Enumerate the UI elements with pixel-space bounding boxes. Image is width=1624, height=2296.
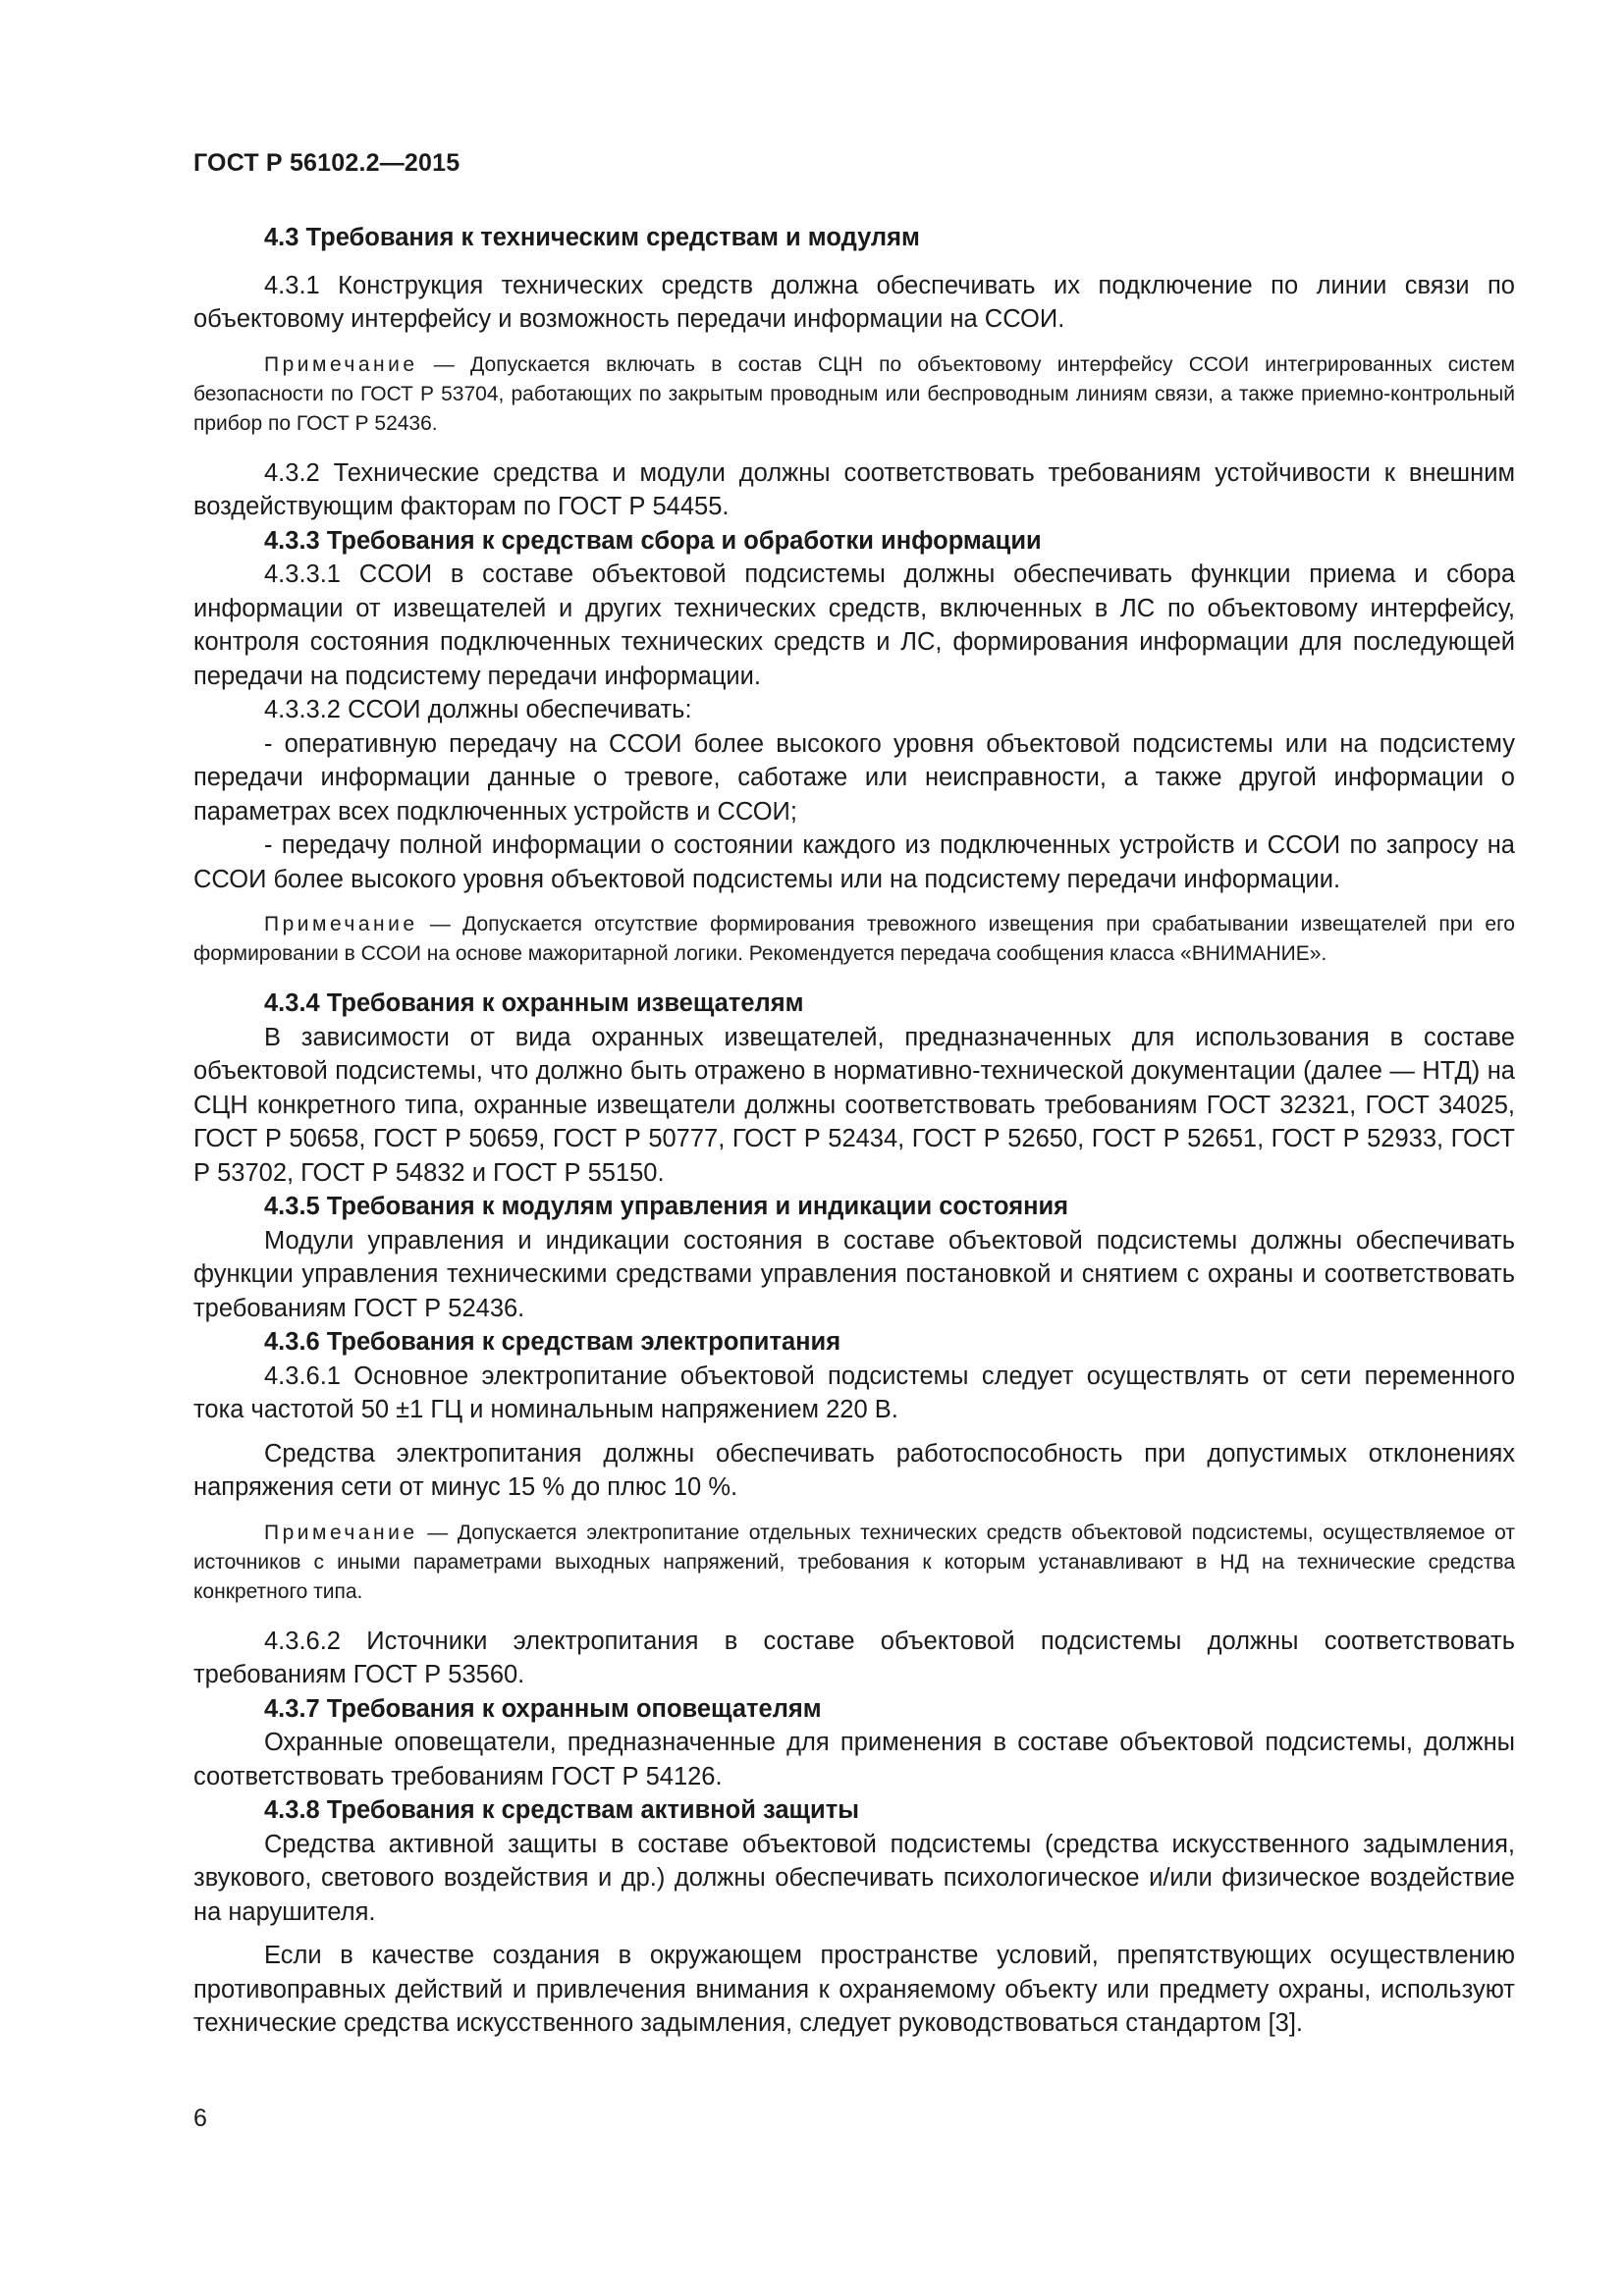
paragraph-4-3-8-1: Средства активной защиты в составе объектовой подсистемы (средства искусственного задымления, звукового, светового воздействия и др.) должны обеспечивать психологическое и/или физическое воздействие на нарушителя. xyxy=(193,1830,1515,1926)
section-heading-4-3: 4.3 Требования к техническим средствам и модулям xyxy=(264,224,920,251)
paragraph-4-3-8-2: Если в качестве создания в окружающем пространстве условий, препятствующих осуществлению противоправных действий и привлечения внимания к охраняемому объекту или предмету охраны, используют технические средства искусственного задымления, следует руководствоваться стандартом [3]. xyxy=(193,1942,1515,2037)
note-3 xyxy=(193,1519,1515,1607)
paragraph-4-3-4: В зависимости от вида охранных извещателей, предназначенных для использования в составе объектовой подсистемы, что должно быть отражено в нормативно-технической документации (далее — НТД) на СЦН конкретного типа, охранные извещатели должны соответствовать требованиям ГОСТ 32321, ГОСТ 34025, ГОСТ Р 50658, ГОСТ Р 50659, ГОСТ Р 50777, ГОСТ Р 52434, ГОСТ Р 52650, ГОСТ Р 52651, ГОСТ Р 52933, ГОСТ Р 53702, ГОСТ Р 54832 и ГОСТ Р 55150. xyxy=(193,1023,1515,1187)
paragraph-4-3-6-1: 4.3.6.1 Основное электропитание объектовой подсистемы следует осуществлять от сети переменного тока частотой 50 ±1 ГЦ и номинальным напряжением 220 В. xyxy=(193,1362,1515,1423)
section-heading-4-3-4: 4.3.4 Требования к охранным извещателям xyxy=(264,989,804,1017)
note-label: Примечание xyxy=(264,1521,418,1544)
paragraph-4-3-3-2: 4.3.3.2 ССОИ должны обеспечивать: xyxy=(264,696,692,723)
paragraph-4-3-2: 4.3.2 Технические средства и модули должны соответствовать требованиям устойчивости к внешним воздействующим факторам по ГОСТ Р 54455. xyxy=(193,458,1515,520)
list-item: - передачу полной информации о состоянии каждого из подключенных устройств и ССОИ по запросу на ССОИ более высокого уровня объектовой подсистемы или на подсистему передачи информации. xyxy=(193,831,1515,893)
paragraph-4-3-3-1: 4.3.3.1 ССОИ в составе объектовой подсистемы должны обеспечивать функции приема и сбора информации от извещателей и других технических средств, включенных в ЛС по объектовому интерфейсу, контроля состояния подключенных технических средств и ЛС, формирования информации для последующей передачи на подсистему передачи информации. xyxy=(193,561,1515,690)
section-heading-4-3-5: 4.3.5 Требования к модулям управления и индикации состояния xyxy=(264,1193,1069,1220)
paragraph-4-3-7: Охранные оповещатели, предназначенные для применения в составе объектовой подсистемы, должны соответствовать требованиям ГОСТ Р 54126. xyxy=(193,1729,1515,1790)
section-heading-4-3-7: 4.3.7 Требования к охранным оповещателям xyxy=(264,1694,822,1723)
note-label: Примечание xyxy=(264,913,418,935)
note-2 xyxy=(193,910,1515,969)
note-text: — Допускается включать в состав СЦН по объектовому интерфейсу ССОИ интегрированных систем безопасности по ГОСТ Р 53704, работающих по закрытым проводным или беспроводным линиям связи, а также приемно-контрольный прибор по ГОСТ Р 52436. xyxy=(193,352,1515,435)
section-heading-4-3-3: 4.3.3 Требования к средствам сбора и обработки информации xyxy=(264,526,1042,555)
section-heading-4-3-6: 4.3.6 Требования к средствам электропитания xyxy=(264,1328,841,1356)
note-text: — Допускается отсутствие формирования тревожного извещения при срабатывании извещателей при его формировании в ССОИ на основе мажоритарной логики. Рекомендуется передача сообщения класса «ВНИМАНИЕ». xyxy=(193,913,1515,965)
page-number: 6 xyxy=(193,2105,207,2132)
document-header: ГОСТ Р 56102.2—2015 xyxy=(193,149,460,177)
document-body xyxy=(193,221,1515,2041)
paragraph-4-3-6-2: 4.3.6.2 Источники электропитания в составе объектовой подсистемы должны соответствовать требованиям ГОСТ Р 53560. xyxy=(193,1627,1515,1688)
note-1 xyxy=(193,350,1515,439)
paragraph-4-3-1: 4.3.1 Конструкция технических средств должна обеспечивать их подключение по линии связи по объектовому интерфейсу и возможность передачи информации на ССОИ. xyxy=(193,271,1515,333)
section-heading-4-3-8: 4.3.8 Требования к средствам активной защиты xyxy=(264,1796,859,1824)
note-text: — Допускается электропитание отдельных технических средств объектовой подсистемы, осуществляемое от источников с иными параметрами выходных напряжений, требования к которым устанавливают в НД на технические средства конкретного типа. xyxy=(193,1521,1515,1603)
list-item: - оперативную передачу на ССОИ более высокого уровня объектовой подсистемы или на подсистему передачи информации данные о тревоге, саботаже или неисправности, а также другой информации о параметрах всех подключенных устройств и ССОИ; xyxy=(193,729,1515,826)
paragraph-4-3-5: Модули управления и индикации состояния в составе объектовой подсистемы должны обеспечивать функции управления техническими средствами управления постановкой и снятием с охраны и соответствовать требованиям ГОСТ Р 52436. xyxy=(193,1226,1515,1322)
note-label: Примечание xyxy=(264,352,418,376)
paragraph-4-3-6-1-cont: Средства электропитания должны обеспечивать работоспособность при допустимых отклонениях напряжения сети от минус 15 % до плюс 10 %. xyxy=(193,1439,1515,1501)
